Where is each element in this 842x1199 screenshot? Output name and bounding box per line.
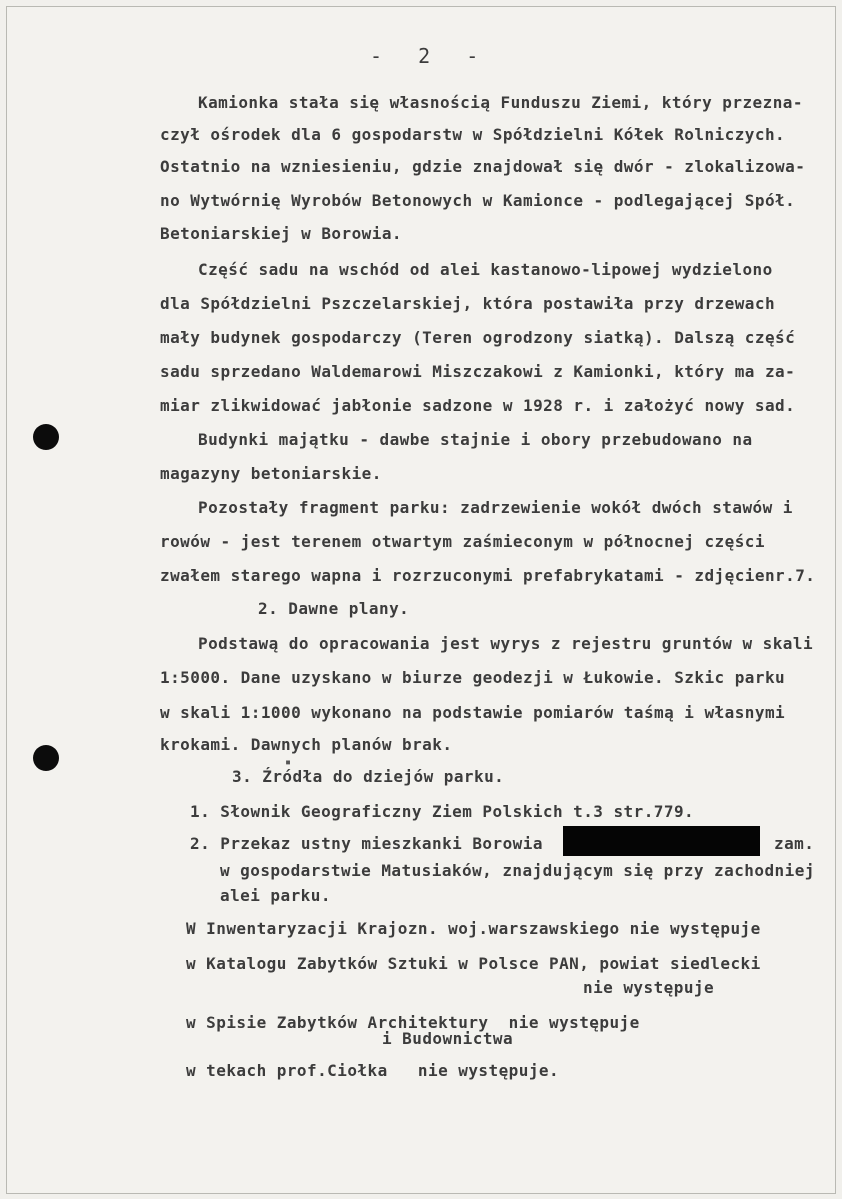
- text-line: Pozostały fragment parku: zadrzewienie wokół dwóch stawów i: [198, 498, 793, 517]
- note-line: i Budownictwa: [382, 1029, 514, 1048]
- text-line: zwałem starego wapna i rozrzuconymi prefabrykatami - zdjęcienr.7.: [160, 566, 816, 585]
- text-line: sadu sprzedano Waldemarowi Miszczakowi z Kamionki, który ma za-: [160, 362, 796, 381]
- section-heading: 2. Dawne plany.: [258, 599, 410, 618]
- punch-hole: [33, 745, 59, 771]
- note-line: W Inwentaryzacji Krajozn. woj.warszawskiego nie występuje: [186, 919, 761, 938]
- text-line: Budynki majątku - dawbe stajnie i obory przebudowano na: [198, 430, 753, 449]
- text-line: Ostatnio na wzniesieniu, gdzie znajdował się dwór - zlokalizowa-: [160, 157, 806, 176]
- source-item: 2. Przekaz ustny mieszkanki Borowia: [190, 834, 543, 853]
- source-item: 1. Słownik Geograficzny Ziem Polskich t.3 str.779.: [190, 802, 695, 821]
- redaction-bar: [563, 826, 760, 856]
- text-line: w skali 1:1000 wykonano na podstawie pomiarów taśmą i własnymi: [160, 703, 786, 722]
- text-line: 1:5000. Dane uzyskano w biurze geodezji w Łukowie. Szkic parku: [160, 668, 786, 687]
- text-line: krokami. Dawnych planów brak.: [160, 735, 453, 754]
- text-line: magazyny betoniarskie.: [160, 464, 382, 483]
- text-line: Betoniarskiej w Borowia.: [160, 224, 402, 243]
- text-line: czył ośrodek dla 6 gospodarstw w Spółdzielni Kółek Rolniczych.: [160, 125, 786, 144]
- text-line: miar zlikwidować jabłonie sadzone w 1928 r. i założyć nowy sad.: [160, 396, 796, 415]
- source-item-end: zam.: [774, 834, 815, 853]
- text-line: rowów - jest terenem otwartym zaśmieconym w północnej części: [160, 532, 765, 551]
- note-line: w Spisie Zabytków Architektury nie występuje: [186, 1013, 640, 1032]
- source-item-line: w gospodarstwie Matusiaków, znajdującym się przy zachodniej: [220, 861, 815, 880]
- section-heading: 3. Źródła do dziejów parku.: [232, 767, 505, 786]
- ink-mark: ▪: [285, 757, 292, 768]
- source-item-line: alei parku.: [220, 886, 331, 905]
- text-line: Podstawą do opracowania jest wyrys z rejestru gruntów w skali: [198, 634, 814, 653]
- punch-hole: [33, 424, 59, 450]
- note-line: w tekach prof.Ciołka nie występuje.: [186, 1061, 560, 1080]
- note-line: nie występuje: [583, 978, 715, 997]
- text-line: mały budynek gospodarczy (Teren ogrodzony siatką). Dalszą część: [160, 328, 796, 347]
- note-line: w Katalogu Zabytków Sztuki w Polsce PAN, powiat siedlecki: [186, 954, 761, 973]
- text-line: Kamionka stała się własnością Funduszu Ziemi, który przezna-: [198, 93, 803, 112]
- page-number: - 2 -: [370, 44, 483, 68]
- text-line: no Wytwórnię Wyrobów Betonowych w Kamionce - podlegającej Spół.: [160, 191, 796, 210]
- text-line: dla Spółdzielni Pszczelarskiej, która postawiła przy drzewach: [160, 294, 776, 313]
- text-line: Część sadu na wschód od alei kastanowo-lipowej wydzielono: [198, 260, 773, 279]
